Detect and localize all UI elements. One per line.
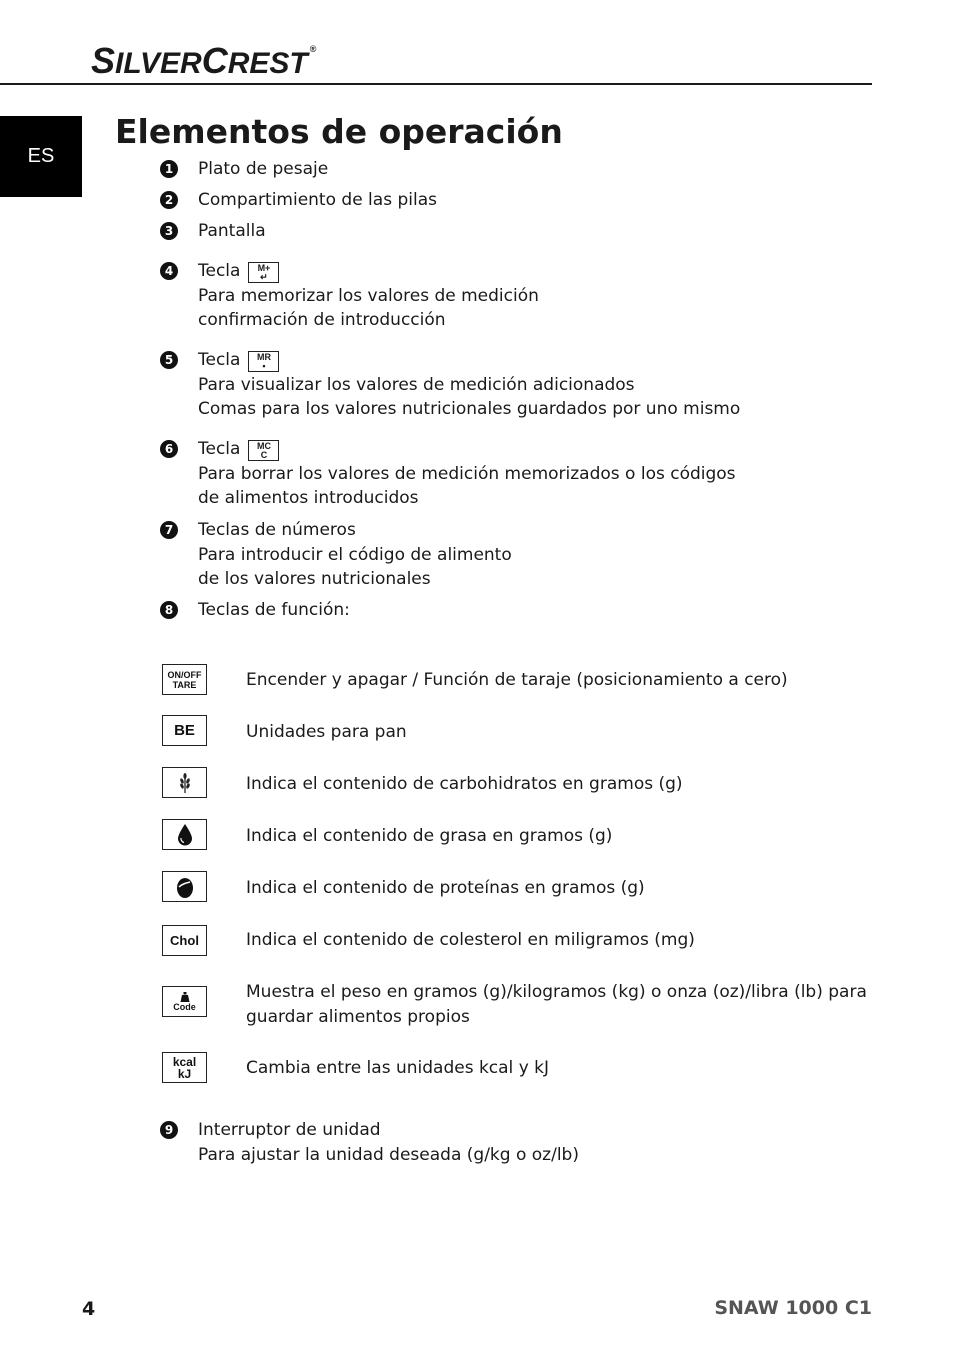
- chol-key-icon: Chol: [162, 925, 207, 956]
- function-key-description: Indica el contenido de carbohidratos en gramos (g): [246, 774, 683, 794]
- item-text: Para ajustar la unidad deseada (g/kg o oz/lb): [198, 1144, 579, 1165]
- function-key-description: Encender y apagar / Función de tarajе (posicionamiento a cero): [246, 670, 788, 690]
- m-plus-key-icon: M+ ↵: [248, 262, 279, 283]
- item-label: Tecla: [198, 261, 241, 281]
- page-title: Elementos de operación: [115, 112, 563, 151]
- weight-icon: [180, 992, 190, 1002]
- item-number-badge: 9: [160, 1121, 178, 1139]
- item-number-badge: 3: [160, 222, 178, 240]
- be-key-icon: BE: [162, 715, 207, 746]
- item-text: Para borrar los valores de medición memorizados o los códigos: [198, 463, 736, 484]
- item-number-badge: 4: [160, 262, 178, 280]
- item-number-badge: 8: [160, 601, 178, 619]
- on-off-tare-key-icon: ON/OFF TARE: [162, 664, 207, 695]
- item-text: de los valores nutricionales: [198, 569, 431, 589]
- item-text: Interruptor de unidad: [198, 1120, 381, 1140]
- function-key-description: Indica el contenido de colesterol en miligramos (mg): [246, 930, 695, 950]
- egg-icon: [162, 871, 207, 902]
- item-number-badge: 6: [160, 440, 178, 458]
- model-name: SNAW 1000 C1: [714, 1297, 872, 1319]
- page-number: 4: [82, 1298, 96, 1320]
- function-key-description: Indica el contenido de grasa en gramos (g): [246, 826, 613, 846]
- item-text: Para visualizar los valores de medición adicionados: [198, 374, 635, 395]
- item-text: Plato de pesaje: [198, 159, 329, 179]
- item-number-badge: 7: [160, 521, 178, 539]
- function-key-description: Cambia entre las unidades kcal y kJ: [246, 1058, 550, 1078]
- item-text: Para memorizar los valores de medición: [198, 285, 539, 306]
- item-label: Tecla: [198, 350, 241, 370]
- function-key-description: Muestra el peso en gramos (g)/kilogramos (kg) o onza (oz)/libra (lb) para guardar alimentos propios: [246, 982, 867, 1027]
- function-key-description: Unidades para pan: [246, 722, 407, 742]
- item-number-badge: 2: [160, 191, 178, 209]
- item-number-badge: 1: [160, 160, 178, 178]
- drop-icon: [162, 819, 207, 850]
- mr-key-icon: MR ▪: [248, 351, 279, 372]
- item-number-badge: 5: [160, 351, 178, 369]
- item-label: Tecla: [198, 439, 241, 459]
- item-text: Compartimiento de las pilas: [198, 190, 437, 210]
- wheat-icon: [162, 767, 207, 798]
- item-text: Comas para los valores nutricionales guardados por uno mismo: [198, 399, 741, 419]
- header-rule: [0, 83, 872, 85]
- mc-key-icon: MC C: [248, 440, 279, 461]
- item-text: confirmación de introducción: [198, 310, 446, 330]
- language-tab: ES: [0, 116, 82, 197]
- item-text: Pantalla: [198, 221, 266, 241]
- item-text: Teclas de función:: [198, 600, 350, 620]
- item-text: Teclas de números: [198, 520, 356, 540]
- function-key-description: Indica el contenido de proteínas en gramos (g): [246, 878, 645, 898]
- weight-code-key-icon: Code: [162, 986, 207, 1017]
- kcal-kj-key-icon: kcal kJ: [162, 1052, 207, 1083]
- item-text: Para introducir el código de alimento: [198, 544, 512, 565]
- brand-logo: SILVERCREST ®: [91, 40, 317, 81]
- item-text: de alimentos introducidos: [198, 488, 419, 508]
